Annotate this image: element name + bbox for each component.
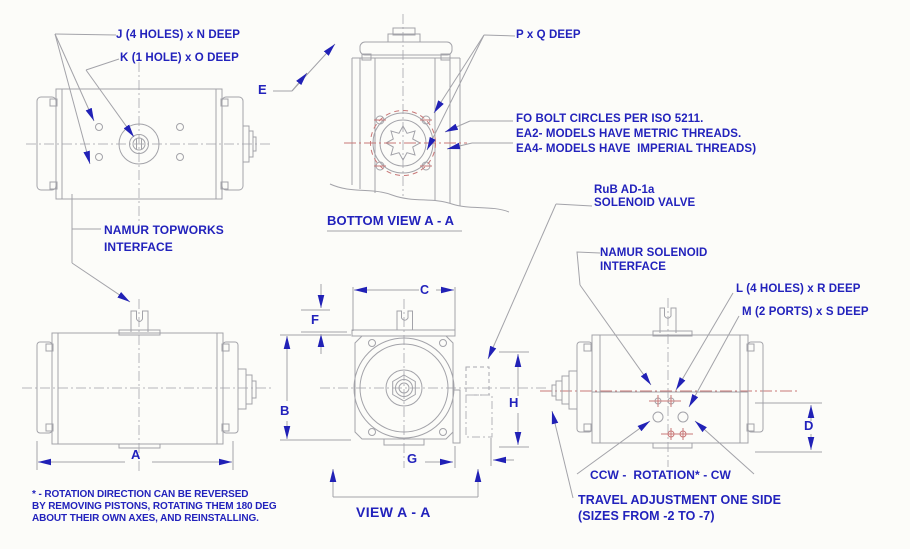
namur-solenoid-callout: [600, 246, 707, 274]
travel-line2: (SIZES FROM -2 TO -7): [578, 509, 715, 523]
iso-note-line3: EA4- MODELS HAVE IMPERIAL THREADS): [516, 143, 757, 155]
namur-topworks-callout: [104, 222, 224, 256]
travel-line1: TRAVEL ADJUSTMENT ONE SIDE: [578, 493, 782, 507]
callout-j-holes: J (4 HOLES) x N DEEP: [116, 29, 241, 41]
callout-l-holes: L (4 HOLES) x R DEEP: [736, 283, 861, 295]
solenoid-valve-line1: RuB AD-1a: [594, 184, 655, 196]
dim-d-label: D: [804, 418, 814, 433]
bottom-view-title: BOTTOM VIEW A - A: [327, 213, 455, 228]
dim-f-label: F: [311, 312, 320, 327]
bottom-view-a-a: [327, 14, 509, 231]
namur-solenoid-line1: NAMUR SOLENOID: [600, 247, 708, 259]
dim-g-label: G: [407, 451, 418, 466]
dim-e-label: E: [258, 82, 267, 97]
callout-p-ports: P x Q DEEP: [516, 29, 581, 41]
dim-c-label: C: [420, 283, 430, 297]
solenoid-valve-line2: SOLENOID VALVE: [594, 197, 696, 209]
callout-m-ports: M (2 PORTS) x S DEEP: [742, 306, 869, 318]
iso-note: [516, 112, 756, 157]
namur-solenoid-line2: INTERFACE: [600, 261, 667, 273]
top-view: [26, 62, 270, 228]
footnote-line1: * - ROTATION DIRECTION CAN BE REVERSED: [32, 489, 249, 500]
namur-topworks-line2: INTERFACE: [104, 240, 173, 254]
rotation-footnote: [32, 489, 277, 525]
side-view-right: [540, 298, 822, 467]
dim-b-label: B: [280, 403, 290, 418]
dim-a-label: A: [131, 447, 141, 462]
iso-note-line2: EA2- MODELS HAVE METRIC THREADS.: [516, 128, 742, 140]
travel-adjustment-callout: [578, 492, 781, 524]
footnote-line2: BY REMOVING PISTONS, ROTATING THEM 180 DEG: [32, 501, 277, 512]
footnote-line3: ABOUT THEIR OWN AXES, AND REINSTALLING.: [32, 513, 259, 524]
rotation-label: CCW - ROTATION* - CW: [590, 468, 731, 482]
solenoid-valve-callout: [594, 184, 695, 210]
dim-h-label: H: [509, 395, 519, 410]
side-view-left: [22, 299, 272, 471]
namur-topworks-line1: NAMUR TOPWORKS: [104, 223, 224, 237]
front-view-title: VIEW A - A: [356, 504, 431, 520]
callout-k-hole: K (1 HOLE) x O DEEP: [120, 52, 239, 64]
iso-note-line1: FO BOLT CIRCLES PER ISO 5211.: [516, 113, 704, 125]
